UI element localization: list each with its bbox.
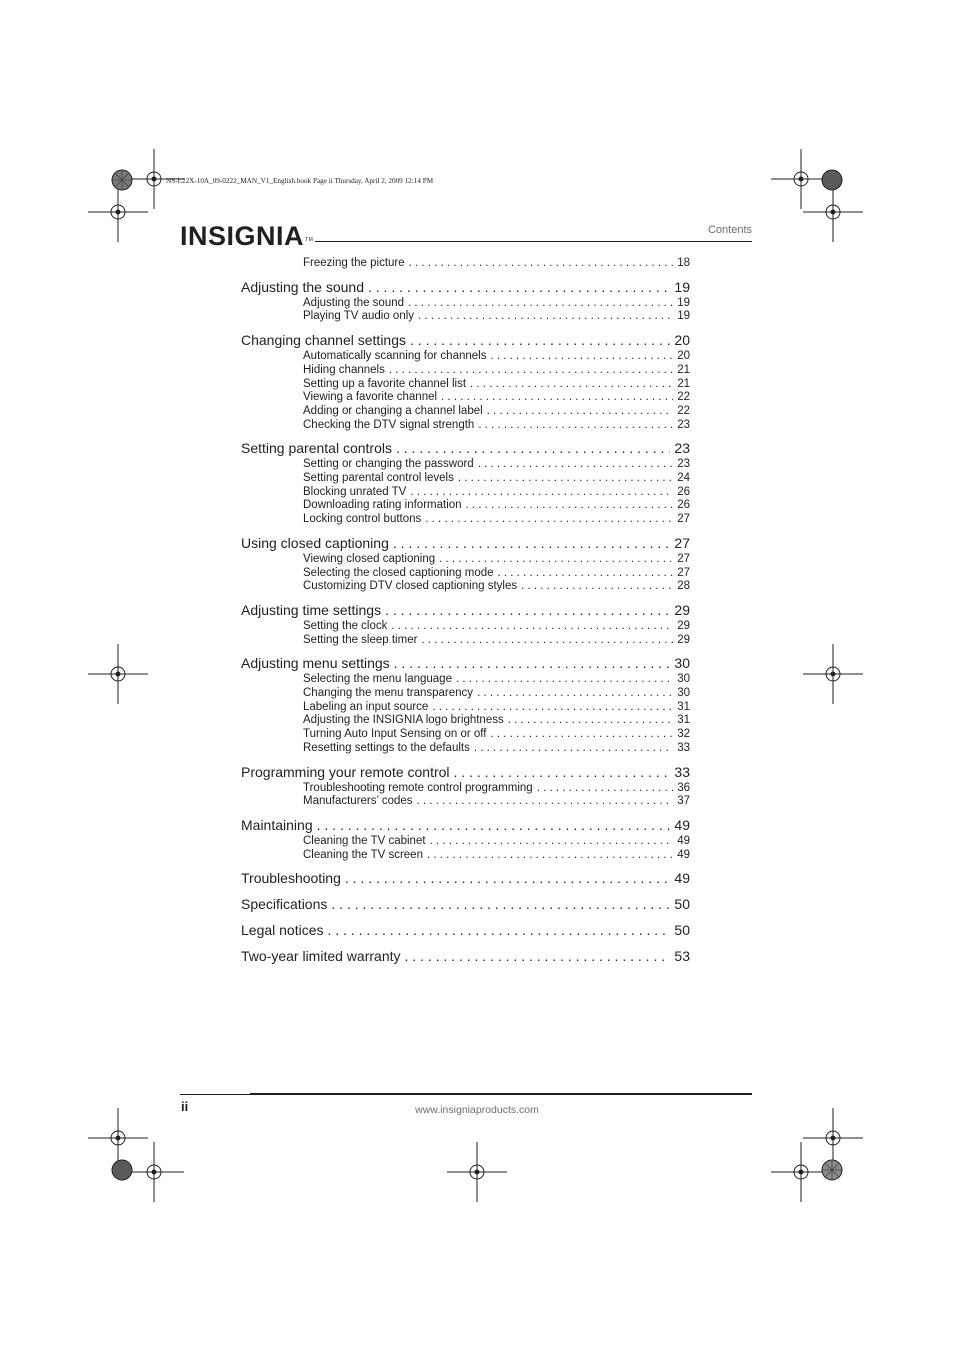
toc-entry-title: Changing channel settings (241, 332, 407, 349)
toc-entry-page: 53 (674, 948, 690, 965)
toc-section-entry[interactable] (241, 512, 690, 526)
toc-entry-title: Setting up a favorite channel list (303, 377, 467, 390)
toc-entry-title: Changing the menu transparency (303, 687, 474, 699)
toc-chapter-entry[interactable] (241, 896, 690, 913)
toc-leader-dots (417, 794, 674, 808)
toc-entry-title: Programming your remote control (241, 763, 450, 780)
toc-chapter-entry[interactable] (241, 922, 690, 939)
toc-leader-dots (408, 296, 673, 310)
toc-entry-page: 30 (677, 673, 690, 686)
toc-leader-dots (478, 418, 673, 432)
toc-leader-dots (490, 349, 673, 363)
toc-section-entry[interactable] (241, 498, 690, 512)
toc-entry-page: 20 (677, 350, 690, 363)
toc-entry-page: 22 (677, 404, 690, 417)
toc-entry-page: 21 (677, 363, 690, 376)
toc-entry-page: 24 (677, 472, 690, 484)
toc-chapter-entry[interactable] (241, 817, 690, 834)
toc-entry-page: 50 (674, 922, 690, 939)
toc-entry-page: 19 (677, 310, 690, 323)
toc-leader-dots (410, 485, 673, 499)
toc-entry-page: 27 (677, 513, 690, 526)
toc-entry-page: 31 (677, 700, 690, 713)
toc-chapter-entry[interactable] (241, 440, 690, 457)
toc-entry-title: Specifications (241, 896, 328, 913)
toc-entry-title: Resetting settings to the defaults (303, 741, 470, 754)
toc-leader-dots (425, 512, 673, 526)
toc-entry-page: 30 (674, 655, 690, 672)
crosshair-icon (803, 644, 863, 704)
toc-leader-dots (508, 713, 673, 727)
toc-section-entry[interactable] (241, 700, 690, 714)
toc-leader-dots (393, 535, 671, 552)
toc-leader-dots (396, 440, 670, 457)
toc-section-entry[interactable] (241, 471, 690, 485)
toc-leader-dots (427, 848, 673, 862)
toc-leader-dots (345, 870, 671, 887)
toc-section-entry[interactable] (241, 256, 690, 270)
toc-section-entry[interactable] (241, 377, 690, 391)
toc-entry-page: 27 (677, 552, 690, 565)
footer-rule-thin (180, 1094, 752, 1095)
toc-entry-page: 20 (674, 332, 690, 349)
toc-entry-page: 29 (677, 633, 690, 646)
crosshair-icon (88, 644, 148, 704)
toc-entry-title: Troubleshooting remote control programming (303, 781, 533, 794)
toc-leader-dots (470, 377, 673, 391)
toc-section-entry[interactable] (241, 418, 690, 432)
toc-leader-dots (487, 404, 674, 418)
footer-url: www.insigniaproducts.com (415, 1104, 539, 1116)
toc-entry-title: Playing TV audio only (303, 310, 415, 323)
logo-text: INSIGNIA (180, 221, 305, 251)
toc-leader-dots (394, 655, 671, 672)
toc-entry-page: 18 (677, 257, 690, 269)
toc-entry-title: Two-year limited warranty (241, 948, 401, 965)
toc-section-entry[interactable] (241, 834, 690, 848)
toc-entry-page: 32 (677, 728, 690, 741)
toc-entry-title: Downloading rating information (303, 499, 462, 512)
toc-section-entry[interactable] (241, 633, 690, 647)
toc-entry-page: 28 (677, 580, 690, 593)
section-label: Contents (707, 224, 752, 236)
toc-leader-dots (521, 579, 673, 593)
insignia-logo (180, 221, 313, 251)
toc-entry-title: Adjusting the sound (241, 278, 364, 295)
registration-dot-icon (821, 169, 843, 191)
toc-entry-title: Adding or changing a channel label (303, 404, 483, 417)
toc-section-entry[interactable] (241, 727, 690, 741)
toc-leader-dots (478, 457, 674, 471)
toc-leader-dots (410, 332, 670, 349)
toc-entry-title: Manufacturers’ codes (303, 795, 413, 808)
toc-entry-page: 31 (677, 714, 690, 727)
print-slug: NS-L22X-10A_09-0222_MAN_V1_English.book Page ii Thursday, April 2, 2009 12:14 PM (166, 177, 434, 185)
toc-chapter-entry[interactable] (241, 764, 690, 781)
toc-entry-title: Setting parental control levels (303, 472, 454, 484)
toc-section-entry[interactable] (241, 552, 690, 566)
toc-entry-page: 33 (677, 741, 690, 754)
toc-entry-page: 49 (674, 816, 690, 833)
toc-leader-dots (385, 602, 670, 619)
toc-chapter-entry[interactable] (241, 655, 690, 672)
toc-entry-page: 19 (674, 278, 690, 295)
toc-section-entry[interactable] (241, 579, 690, 593)
toc-entry-page: 49 (677, 848, 690, 861)
toc-entry-page: 36 (677, 781, 690, 794)
toc-entry-title: Cleaning the TV screen (303, 848, 423, 861)
toc-leader-dots (537, 781, 674, 795)
toc-section-entry[interactable] (241, 485, 690, 499)
toc-entry-page: 23 (674, 440, 690, 457)
toc-chapter-entry[interactable] (241, 602, 690, 619)
toc-entry-title: Setting the sleep timer (303, 633, 418, 646)
toc-leader-dots (430, 834, 674, 848)
toc-leader-dots (421, 633, 673, 647)
toc-section-entry[interactable] (241, 390, 690, 404)
toc-entry-title: Using closed captioning (241, 534, 389, 551)
toc-entry-title: Checking the DTV signal strength (303, 418, 475, 431)
toc-entry-page: 30 (677, 687, 690, 699)
toc-leader-dots (409, 256, 674, 270)
toc-entry-title: Turning Auto Input Sensing on or off (303, 728, 487, 741)
toc-leader-dots (317, 817, 671, 834)
toc-entry-page: 23 (677, 458, 690, 471)
toc-entry-title: Selecting the menu language (303, 673, 452, 686)
toc-entry-page: 50 (674, 896, 690, 913)
toc-chapter-entry[interactable] (241, 948, 690, 965)
toc-section-entry[interactable] (241, 848, 690, 862)
toc-entry-title: Cleaning the TV cabinet (303, 834, 426, 847)
toc-entry-title: Viewing closed captioning (303, 552, 436, 565)
toc-entry-page: 26 (677, 485, 690, 498)
toc-entry-title: Selecting the closed captioning mode (303, 566, 494, 579)
toc-chapter-entry[interactable] (241, 279, 690, 296)
toc-entry-title: Locking control buttons (303, 513, 422, 526)
toc-leader-dots (474, 741, 673, 755)
crosshair-icon (447, 1142, 507, 1202)
crosshair-icon (124, 1142, 184, 1202)
registration-dot-icon (821, 1159, 843, 1181)
toc-section-entry[interactable] (241, 363, 690, 377)
toc-section-entry[interactable] (241, 713, 690, 727)
toc-entry-page: 33 (674, 763, 690, 780)
toc-leader-dots (432, 700, 673, 714)
toc-entry-title: Legal notices (241, 922, 324, 939)
toc-chapter-entry[interactable] (241, 332, 690, 349)
toc-entry-title: Freezing the picture (303, 257, 405, 269)
header-rule (315, 241, 752, 242)
toc-section-entry[interactable] (241, 309, 690, 323)
toc-section-entry[interactable] (241, 296, 690, 310)
toc-entry-title: Customizing DTV closed captioning styles (303, 580, 518, 593)
toc-entry-title: Setting the clock (303, 619, 388, 632)
toc-leader-dots (391, 619, 673, 633)
toc-leader-dots (498, 566, 674, 580)
toc-entry-title: Adjusting the sound (303, 296, 405, 309)
toc-entry-title: Viewing a favorite channel (303, 391, 438, 404)
toc-entry-title: Setting parental controls (241, 440, 392, 457)
toc-entry-title: Adjusting menu settings (241, 655, 390, 672)
toc-leader-dots (466, 498, 674, 512)
registration-dot-icon (111, 169, 133, 191)
toc-section-entry[interactable] (241, 794, 690, 808)
toc-entry-title: Blocking unrated TV (303, 485, 407, 498)
toc-leader-dots (491, 727, 674, 741)
toc-entry-page: 27 (677, 566, 690, 579)
toc-entry-title: Automatically scanning for channels (303, 350, 487, 363)
toc-entry-page: 37 (677, 795, 690, 808)
toc-leader-dots (418, 309, 673, 323)
toc-leader-dots (456, 672, 673, 686)
toc-entry-page: 49 (674, 870, 690, 887)
toc-section-entry[interactable] (241, 781, 690, 795)
toc-entry-page: 26 (677, 499, 690, 512)
toc-leader-dots (389, 363, 673, 377)
toc-leader-dots (405, 948, 671, 965)
toc-leader-dots (454, 764, 671, 781)
toc-entry-page: 21 (677, 377, 690, 390)
toc-chapter-entry[interactable] (241, 535, 690, 552)
toc-entry-page: 27 (674, 534, 690, 551)
toc-leader-dots (458, 471, 673, 485)
toc-section-entry[interactable] (241, 741, 690, 755)
toc-leader-dots (328, 922, 671, 939)
toc-section-entry[interactable] (241, 349, 690, 363)
toc-entry-title: Hiding channels (303, 363, 385, 376)
toc-entry-title: Adjusting the INSIGNIA logo brightness (303, 714, 504, 727)
toc-entry-title: Adjusting time settings (241, 601, 382, 618)
toc-section-entry[interactable] (241, 672, 690, 686)
toc-leader-dots (439, 552, 673, 566)
toc-entry-page: 22 (677, 391, 690, 404)
toc-section-entry[interactable] (241, 686, 690, 700)
toc-section-entry[interactable] (241, 566, 690, 580)
toc-entry-page: 29 (674, 601, 690, 618)
toc-leader-dots (441, 390, 673, 404)
toc-chapter-entry[interactable] (241, 870, 690, 887)
toc-entry-title: Setting or changing the password (303, 458, 474, 471)
toc-entry-title: Labeling an input source (303, 700, 429, 713)
toc-section-entry[interactable] (241, 457, 690, 471)
toc-section-entry[interactable] (241, 404, 690, 418)
toc-entry-title: Troubleshooting (241, 870, 341, 887)
crosshair-icon (88, 182, 148, 242)
toc-entry-page: 49 (677, 834, 690, 847)
page-number: ii (181, 1099, 189, 1114)
toc-entry-page: 23 (677, 418, 690, 431)
toc-entry-title: Maintaining (241, 816, 313, 833)
logo-trademark: TM (305, 237, 314, 243)
toc-leader-dots (477, 686, 673, 700)
crosshair-icon (803, 182, 863, 242)
toc-entry-page: 29 (677, 619, 690, 632)
toc-section-entry[interactable] (241, 619, 690, 633)
toc-leader-dots (331, 896, 670, 913)
registration-dot-icon (111, 1159, 133, 1181)
toc-leader-dots (368, 279, 670, 296)
toc-entry-page: 19 (677, 296, 690, 309)
